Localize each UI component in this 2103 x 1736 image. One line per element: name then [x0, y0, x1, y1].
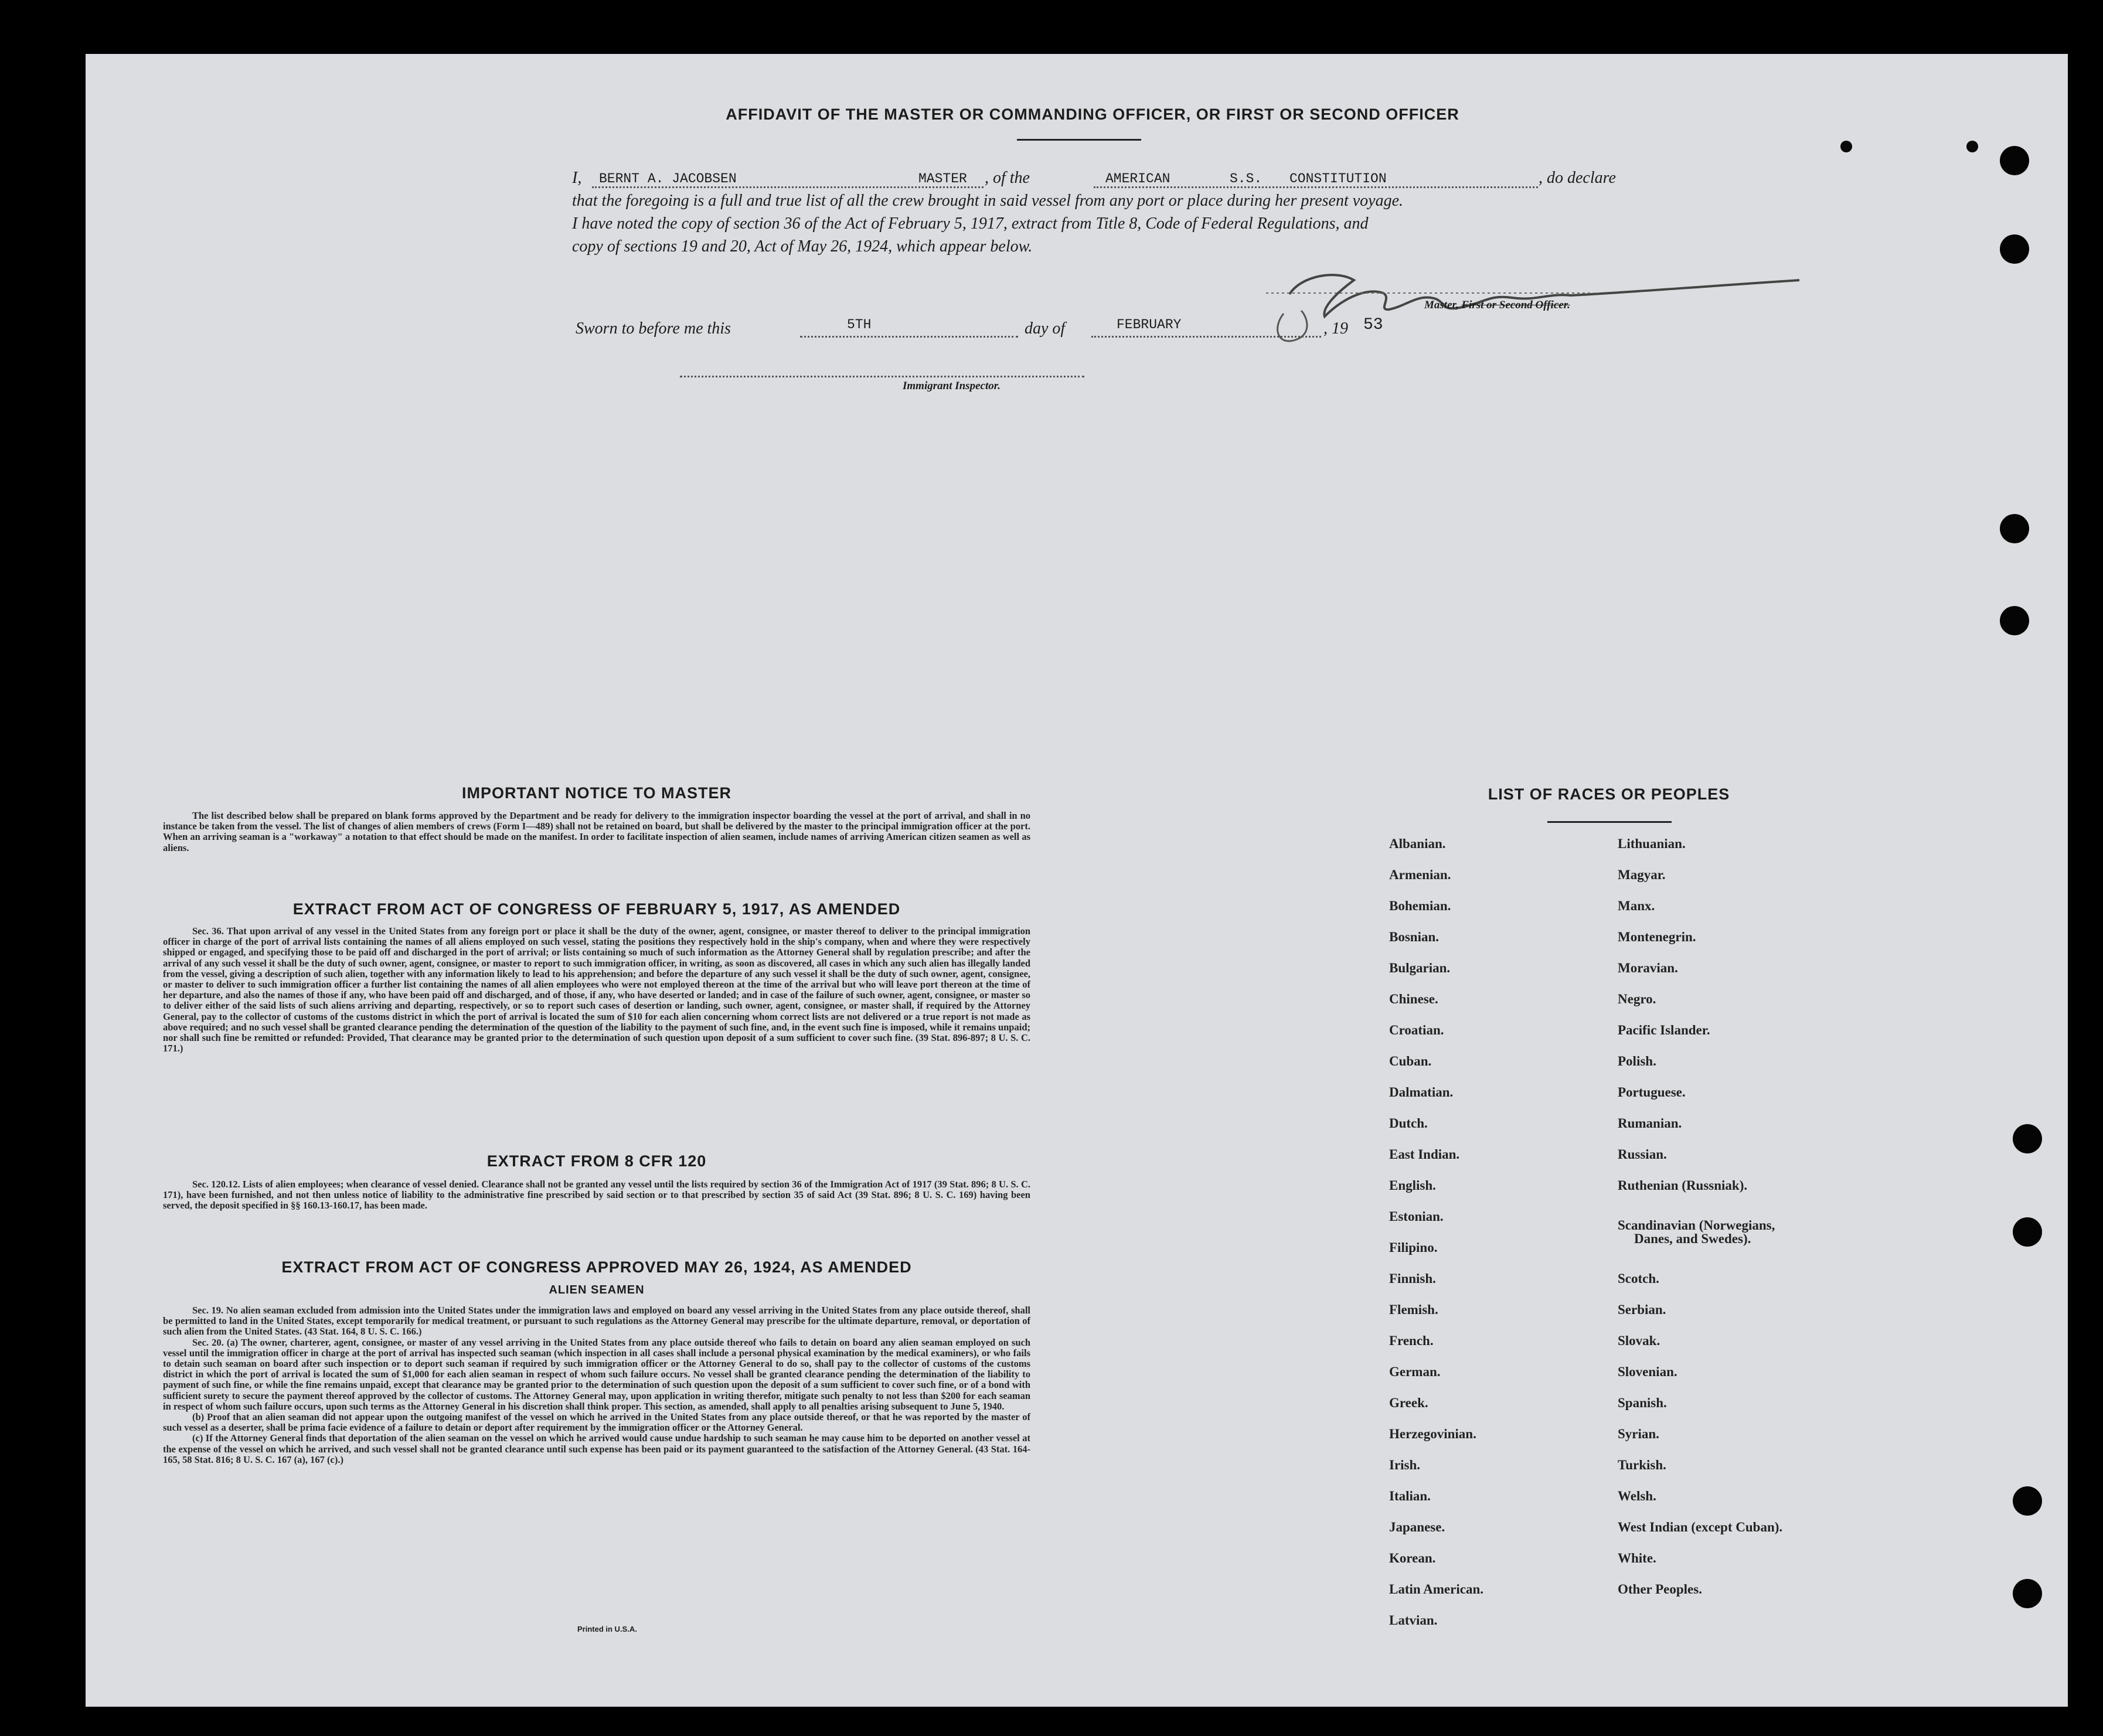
- race-item: Syrian.: [1618, 1427, 1659, 1441]
- punch-hole: [2013, 1579, 2042, 1608]
- inspector-fill-line: [680, 376, 1084, 377]
- day-fill-line: [800, 336, 1018, 338]
- i-label: I,: [572, 169, 582, 187]
- race-item: Dalmatian.: [1389, 1085, 1454, 1100]
- race-item: Estonian.: [1389, 1209, 1444, 1224]
- affidavit-line-1: [0, 169, 2103, 192]
- extract-1917-body: Sec. 36. That upon arrival of any vessel in the United States from any foreign port or place it shall be the duty of the owner, agent, consignee, or master thereof to deliver to the principal immigration officer in charge of the port of arrival lists containing the names of all aliens employed on such vessel, stating the positions they respectively hold in the ship's company, when and where they were respectively shipped or engaged, and specifying those to be paid off and discharged in the port of arrival; or lists containing so much of such information as the Attorney General shall by regulation prescribe; and after the arrival of any such vessel it shall be the duty of such owner, agent, consignee, or master to report to such immigration officer, in writing, as soon as discovered, all cases in which any such alien has illegally landed from the vessel, giving a description of such alien, together with any information likely to lead to his apprehension; and before the departure of any such vessel it shall be the duty of such owner, agent, consignee, or master to deliver to such immigration officer a further list containing the names of all alien employees who were not employed thereon at the time of the arrival but who will leave port thereon at the time of her departure, and also the names of those if any, who have been paid off and discharged, and of those, if any, who have deserted or landed; and in case of the failure of such owner, agent, consignee, or master so to deliver either of the said lists of such aliens arriving and departing, respectively, or so to report such cases of desertion or landing, such owner, agent, consignee, or master shall, if required by the Attorney General, pay to the collector of customs of the customs district in which the port of arrival is located the sum of $10 for each alien concerning whom correct lists are not delivered or a true report is not made as above required; and no such vessel shall be granted clearance pending the determination of the question of the liability to the payment of such fine, and, in the event such fine is imposed, while it remains unpaid; nor shall such fine be remitted or refunded: Provided, That clearance may be granted prior to the determination of such question upon deposit of a sum sufficient to cover such fine. (39 Stat. 896-897; 8 U. S. C. 171.): [163, 925, 1030, 1054]
- race-item: Serbian.: [1618, 1302, 1666, 1317]
- sec-20b-text: (b) Proof that an alien seaman did not appear upon the outgoing manifest of the vessel on which he arrived in the United States from any place outside thereof, or that he was reported by the master of such vessel as a deserter, shall be prima facie evidence of a failure to detain or deport after requirement by the immigration officer or the Attorney General.: [163, 1411, 1030, 1434]
- race-item: Cuban.: [1389, 1054, 1432, 1068]
- punch-hole: [2013, 1124, 2042, 1153]
- struck-officer-label: First or Second Officer.: [1461, 299, 1570, 311]
- race-item: Ruthenian (Russniak).: [1618, 1178, 1748, 1193]
- sworn-month: FEBRUARY: [1117, 317, 1182, 332]
- extract-cfr-title: EXTRACT FROM 8 CFR 120: [486, 1152, 707, 1170]
- race-item: Rumanian.: [1618, 1116, 1682, 1131]
- race-item: Russian.: [1618, 1147, 1667, 1162]
- vessel-prefix: S.S.: [1230, 171, 1263, 186]
- sec-20a-text: Sec. 20. (a) The owner, charterer, agent, consignee, or master of any vessel arriving in the United States from any place outside thereof who fails to detain on board any alien seaman employed on such vessel until the immigration officer in charge at the port of arrival has inspected such seaman (which inspection in all cases shall include a personal physical examination by the medical examiners), or who fails to detain such seaman on board after such inspection or to deport such seaman if required by such immigration officer or the Attorney General to do so, shall pay to the collector of customs of the customs district in which the port of arrival is located the sum of $1,000 for each alien seaman in respect of whom such failure occurs. No vessel shall be granted clearance pending the determination of the liability to payment of such fine, or while the fine remains unpaid, except that clearance may be granted prior to the determination of such question upon the deposit of a sum sufficient to cover such fine, or of a bond with sufficient surety to secure the payment thereof approved by the collector of customs. The Attorney General may, upon application in writing therefor, mitigate such penalty to not less than $200 for each seaman in respect of whom such failure occurs, upon such terms as the Attorney General in his discretion shall think proper. This section, as amended, shall apply to all penalties arising subsequent to June 5, 1940.: [163, 1336, 1030, 1412]
- punch-hole: [2013, 1217, 2042, 1247]
- race-item: Polish.: [1618, 1054, 1656, 1068]
- sworn-line: [0, 316, 2103, 343]
- race-item: Montenegrin.: [1618, 930, 1696, 944]
- race-item: Flemish.: [1389, 1302, 1438, 1317]
- of-the-label: , of the: [985, 169, 1030, 187]
- race-item: Finnish.: [1389, 1271, 1436, 1286]
- races-title-underline: [1547, 821, 1672, 823]
- month-fill-line: [1091, 336, 1321, 338]
- affidavit-line-4: copy of sections 19 and 20, Act of May 26, 1924, which appear below.: [572, 237, 1033, 256]
- race-item: Chinese.: [1389, 992, 1438, 1006]
- punch-hole: [2000, 606, 2029, 635]
- extract-1924-title: EXTRACT FROM ACT OF CONGRESS APPROVED MAY 26, 1924, AS AMENDED: [281, 1258, 912, 1276]
- sworn-label: Sworn to before me this: [576, 319, 731, 338]
- race-item: Pacific Islander.: [1618, 1023, 1710, 1037]
- vessel-fill-line: [1094, 186, 1538, 188]
- race-item: Scotch.: [1618, 1271, 1659, 1286]
- extract-cfr-body: Sec. 120.12. Lists of alien employees; when clearance of vessel denied. Clearance shall not be granted any vessel until the lists required by section 36 of the Immigration Act of 1917 (39 Stat. 896; 8 U. S. C. 171), have been furnished, and not then unless notice of liability to the administrative fine prescribed by said section or to that prescribed by section 35 of said Act (39 Stat. 896; 8 U. S. C. 169) having been served, the deposit specified in §§ 160.13-160.17, has been made.: [163, 1179, 1030, 1211]
- ink-dot: [1966, 141, 1978, 152]
- extract-1917-title: EXTRACT FROM ACT OF CONGRESS OF FEBRUARY 5, 1917, AS AMENDED: [292, 900, 901, 918]
- race-item: Other Peoples.: [1618, 1582, 1702, 1597]
- race-item: Bosnian.: [1389, 930, 1440, 944]
- extract-1924-body: [163, 1305, 1030, 1465]
- race-item: Korean.: [1389, 1551, 1436, 1565]
- race-item: Magyar.: [1618, 867, 1666, 882]
- year-label: , 19: [1323, 319, 1348, 338]
- sec-19-text: Sec. 19. No alien seaman excluded from admission into the United States under the immigration laws and employed on board any vessel arriving in the United States from any place outside thereof, shall be permitted to land in the United States, except temporarily for medical treatment, or pursuant to such regulations as the Attorney General may prescribe for the ultimate departure, removal, or deportation of such alien from the United States. (43 Stat. 164, 8 U. S. C. 166.): [163, 1305, 1030, 1337]
- sworn-year: 53: [1363, 316, 1383, 334]
- race-item: Irish.: [1389, 1458, 1421, 1472]
- affidavit-line-2: that the foregoing is a full and true list of all the crew brought in said vessel from any port or place during her present voyage.: [572, 192, 1404, 210]
- race-item: Negro.: [1618, 992, 1656, 1006]
- punch-hole: [2013, 1486, 2042, 1516]
- race-item: Filipino.: [1389, 1240, 1438, 1255]
- race-item: Italian.: [1389, 1489, 1431, 1503]
- sec-20c-text: (c) If the Attorney General finds that deportation of the alien seaman on the vessel on which he arrived would cause undue hardship to such seaman he may cause him to be deported on another vessel at the expense of the vessel on which he arrived, and such vessel shall not be granted clearance until such expense has been paid or its payment guaranteed to the satisfaction of the Attorney General. (43 Stat. 164-165, 58 Stat. 816; 8 U. S. C. 167 (a), 167 (c).): [163, 1432, 1030, 1465]
- race-item: East Indian.: [1389, 1147, 1460, 1162]
- do-declare-label: , do declare: [1539, 169, 1616, 187]
- race-item: West Indian (except Cuban).: [1618, 1520, 1783, 1534]
- race-item: Slovenian.: [1618, 1364, 1677, 1379]
- race-item: White.: [1618, 1551, 1656, 1565]
- race-item: Danes, and Swedes).: [1634, 1231, 1751, 1246]
- race-item: Greek.: [1389, 1395, 1428, 1410]
- race-item: Herzegovinian.: [1389, 1427, 1476, 1441]
- races-right-column: [1618, 836, 1864, 1645]
- race-item: Portuguese.: [1618, 1085, 1686, 1100]
- race-item: Spanish.: [1618, 1395, 1667, 1410]
- inspector-label: Immigrant Inspector.: [903, 380, 1001, 392]
- race-item: Moravian.: [1618, 961, 1678, 975]
- races-left-column: [1389, 836, 1588, 1645]
- signature-role-label: [1424, 299, 1570, 312]
- race-item: German.: [1389, 1364, 1441, 1379]
- race-item: Scandinavian (Norwegians,: [1618, 1218, 1775, 1233]
- race-item: Turkish.: [1618, 1458, 1666, 1472]
- affidavit-line-3: I have noted the copy of section 36 of the Act of February 5, 1917, extract from Title 8, Code of Federal Regulations, and: [572, 215, 1369, 233]
- race-item: Lithuanian.: [1618, 836, 1686, 851]
- vessel-nationality: AMERICAN: [1105, 171, 1170, 186]
- name-fill-line: [592, 186, 984, 188]
- affidavit-title: AFFIDAVIT OF THE MASTER OR COMMANDING OFFICER, OR FIRST OR SECOND OFFICER: [726, 105, 1459, 123]
- sworn-day: 5TH: [847, 317, 872, 332]
- day-of-label: day of: [1025, 319, 1066, 338]
- notice-title: IMPORTANT NOTICE TO MASTER: [462, 784, 731, 802]
- race-item: English.: [1389, 1178, 1436, 1193]
- officer-rank: MASTER: [918, 171, 967, 186]
- race-item: French.: [1389, 1333, 1434, 1348]
- title-underline: [1017, 139, 1141, 141]
- officer-name: BERNT A. JACOBSEN: [599, 171, 737, 186]
- race-item: Welsh.: [1618, 1489, 1656, 1503]
- punch-hole: [2000, 234, 2029, 264]
- race-item: Manx.: [1618, 898, 1655, 913]
- race-item: Latvian.: [1389, 1613, 1438, 1628]
- race-item: Albanian.: [1389, 836, 1446, 851]
- master-label: Master,: [1424, 299, 1459, 311]
- race-item: Bulgarian.: [1389, 961, 1451, 975]
- race-item: Croatian.: [1389, 1023, 1444, 1037]
- vessel-name: CONSTITUTION: [1289, 171, 1387, 186]
- alien-seamen-subtitle: ALIEN SEAMEN: [549, 1284, 645, 1296]
- notice-body: The list described below shall be prepared on blank forms approved by the Department and be ready for delivery to the immigration inspector boarding the vessel at the port of arrival, and shall in no instance be taken from the vessel. The list of changes of alien members of crews (Form I—489) shall not be retained on board, but shall be delivered by the master to the principal immigration officer at the port. When an arriving seaman is a "workaway" a notation to that effect should be made on the manifest. In order to facilitate inspection of alien seamen, include names of arriving American citizen seamen as well as aliens.: [163, 810, 1030, 853]
- race-item: Armenian.: [1389, 867, 1451, 882]
- race-item: Latin American.: [1389, 1582, 1483, 1597]
- race-item: Japanese.: [1389, 1520, 1445, 1534]
- race-item: Bohemian.: [1389, 898, 1451, 913]
- ink-dot: [1840, 141, 1852, 152]
- punch-hole: [2000, 514, 2029, 543]
- races-title: LIST OF RACES OR PEOPLES: [1488, 785, 1730, 803]
- printed-in-usa: Printed in U.S.A.: [577, 1625, 637, 1633]
- race-item: Slovak.: [1618, 1333, 1660, 1348]
- race-item: Dutch.: [1389, 1116, 1428, 1131]
